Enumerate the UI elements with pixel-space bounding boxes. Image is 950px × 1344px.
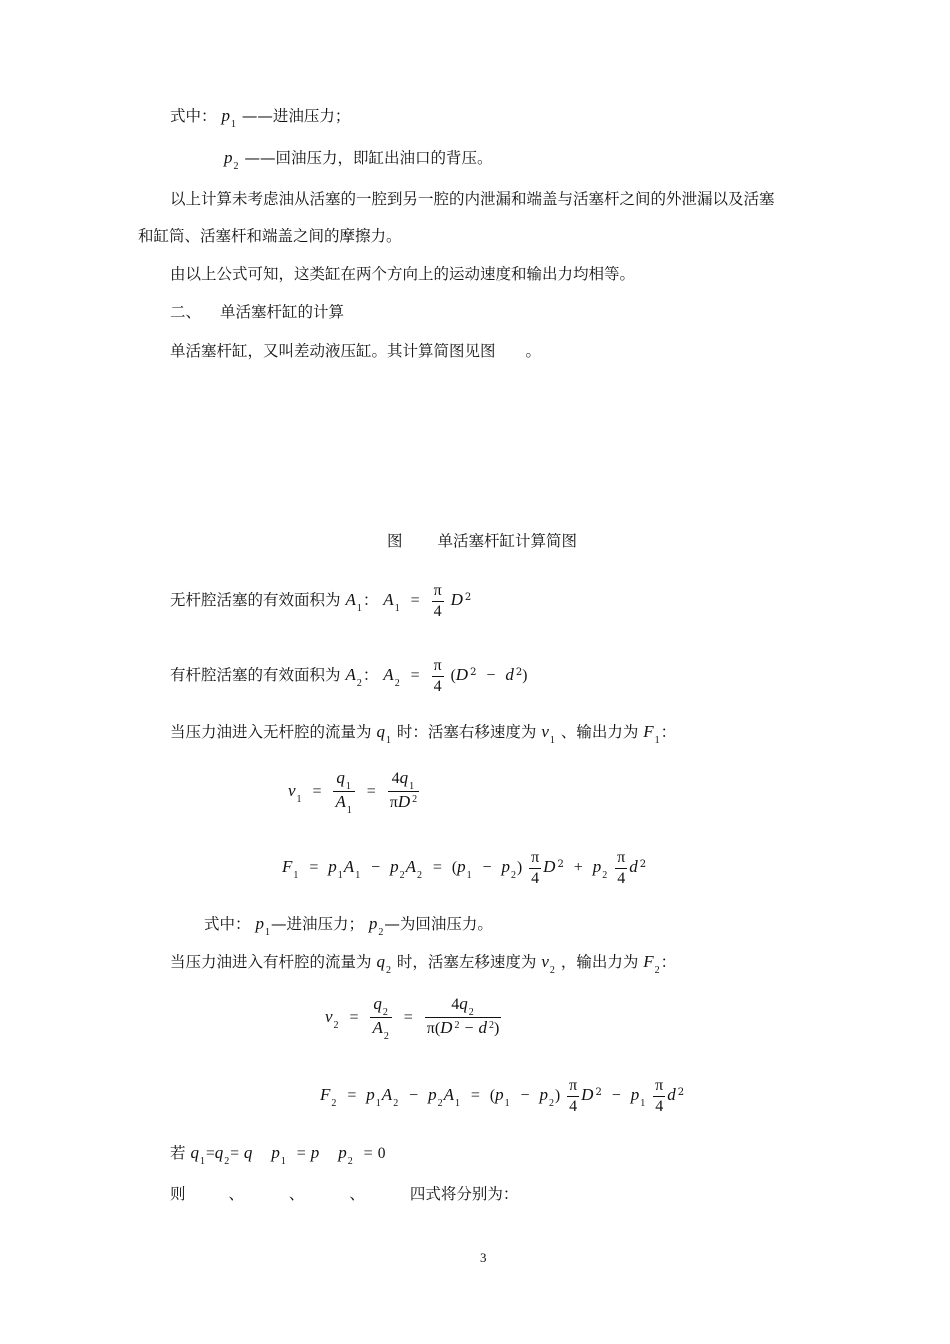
pi-over-4-fraction: $\frac{\pi}{4}$	[433, 656, 442, 695]
inlet-pressure-def: ——进油压力；	[241, 107, 351, 125]
v2-formula: $v_2$ = $\frac{q_2}{A_2}$ = $\frac{4q_2}{\pi(D ^2 - d ^2)}$	[325, 994, 500, 1042]
where-label: 式中：	[170, 107, 217, 125]
page-number: 3	[480, 1250, 487, 1265]
figure-label: 图	[387, 532, 403, 550]
f1-formula: $F_1 = p_1A_1 - p_2A_2 = (p_1 - p_2)$ $\frac{\pi}{4}$ D $^2 + p_2$ $\frac{\pi}{4}$ d $^2$	[282, 848, 647, 887]
where-line-1	[170, 106, 350, 129]
flow-rod-line: 当压力油进入有杆腔的流量为 $q_2$ 时，活塞左移速度为 $v_2$ ，输出力为 $F_2$：	[170, 952, 677, 976]
flow-rodless-line: 当压力油进入无杆腔的流量为 $q_1$ 时：活塞右移速度为 $v_1$ 、输出力为 $F_1$：	[170, 722, 677, 746]
f2-formula: $F_2 = p_1A_2 - p_2A_1 = (p_1 - p_2)$ $\frac{\pi}{4}$ D $^2 - p_1$ $\frac{\pi}{4}$ d $^2$	[320, 1076, 685, 1115]
p1-symbol: $p_1$	[221, 106, 236, 130]
section-heading	[170, 302, 344, 322]
intro-line: 单活塞杆缸，又叫差动液压缸。其计算简图见图 。	[170, 342, 542, 360]
return-pressure-def: ——回油压力，即缸出油口的背压。	[244, 149, 493, 167]
leakage-paragraph-line-1: 以上计算未考虑油从活塞的一腔到另一腔的内泄漏和端盖与活塞杆之间的外泄漏以及活塞	[170, 190, 775, 208]
area-rod-line: 有杆腔活塞的有效面积为 $A_2$： $A_2$ = $\frac{\pi}{4}$ (D $^2$ − d $^2$)	[170, 656, 528, 695]
leakage-paragraph-line-2: 和缸筒、活塞杆和端盖之间的摩擦力。	[138, 227, 402, 245]
then-line: 则 、 、 、 四式将分别为：	[170, 1185, 519, 1203]
where-line-2	[224, 148, 492, 171]
section-title: 单活塞杆缸的计算	[219, 303, 344, 321]
where-line-3: 式中： $p_1—$进油压力； $p_2—$为回油压力。	[204, 914, 493, 938]
section-number: 二、	[170, 303, 202, 321]
figure-caption	[387, 531, 577, 551]
p2-symbol: $p_2$	[224, 148, 239, 172]
condition-line: 若 $q_1=q_2= q$ $p_1 = p$ $p_2 = 0$	[170, 1143, 386, 1167]
area-rodless-line: 无杆腔活塞的有效面积为 $A_1$： $A_1$ = $\frac{\pi}{4}$ D $^2$	[170, 581, 472, 620]
equal-paragraph: 由以上公式可知，这类缸在两个方向上的运动速度和输出力均相等。	[170, 265, 636, 283]
v1-formula: $v_1$ = $\frac{q_1}{A_1}$ = $\frac{4q_1}{\pi D ^2}$	[288, 768, 418, 816]
figure-title: 单活塞杆缸计算简图	[437, 532, 577, 550]
intro-text: 单活塞杆缸，又叫差动液压缸。其计算简图见图	[170, 342, 496, 360]
pi-over-4-fraction: $\frac{\pi}{4}$	[433, 581, 442, 620]
